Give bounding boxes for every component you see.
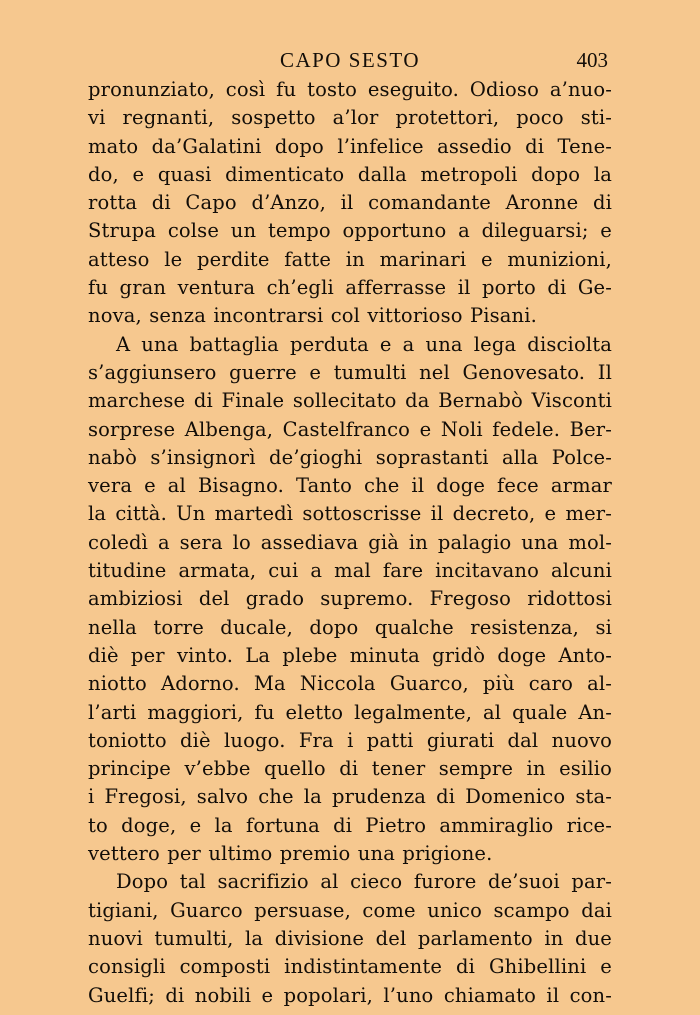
text-line: titudine armata, cui a mal fare incitavano alcuni	[88, 559, 612, 583]
body-text	[88, 76, 612, 1010]
chapter-title: CAPO SESTO	[279, 48, 421, 72]
text-line: s’aggiunsero guerre e tumulti nel Genovesato. Il	[88, 360, 612, 384]
text-line: principe v’ebbe quello di tener sempre in esilio	[88, 757, 612, 781]
text-line: marchese di Finale sollecitato da Bernabò Visconti	[88, 389, 612, 413]
text-line: mato da’Galatini dopo l’infelice assedio di Tene-	[88, 134, 612, 158]
text-line: Guelfi; di nobili e popolari, l’uno chiamato il con-	[88, 983, 612, 1007]
text-line: consigli composti indistintamente di Ghibellini e	[88, 955, 612, 979]
text-line: ambiziosi del grado supremo. Fregoso ridottosi	[88, 587, 612, 611]
running-head	[88, 46, 612, 74]
text-line: Strupa colse un tempo opportuno a dileguarsi; e	[88, 219, 612, 243]
text-line: coledì a sera lo assediava già in palagio una mol-	[88, 530, 612, 554]
text-line: rotta di Capo d’Anzo, il comandante Aronne di	[88, 191, 612, 215]
text-line: atteso le perdite fatte in marinari e munizioni,	[88, 247, 612, 271]
text-line: nella torre ducale, dopo qualche resistenza, si	[88, 615, 612, 639]
text-line: vera e al Bisagno. Tanto che il doge fece armar	[88, 474, 612, 498]
paragraph-end-line: nova, senza incontrarsi col vittorioso Pisani.	[88, 304, 537, 328]
text-line: niotto Adorno. Ma Niccola Guarco, più caro al-	[88, 672, 612, 696]
text-line: diè per vinto. La plebe minuta gridò doge Anto-	[88, 643, 612, 667]
text-line: tigiani, Guarco persuase, come unico scampo dai	[88, 898, 612, 922]
text-line: do, e quasi dimenticato dalla metropoli dopo la	[88, 162, 612, 186]
text-line: l’arti maggiori, fu eletto legalmente, al quale An-	[88, 700, 612, 724]
page-number: 403	[576, 48, 608, 72]
text-line: to doge, e la fortuna di Pietro ammiraglio rice-	[88, 813, 612, 837]
text-line: sorprese Albenga, Castelfranco e Noli fedele. Ber-	[88, 417, 612, 441]
text-line: la città. Un martedì sottoscrisse il decreto, e mer-	[88, 502, 612, 526]
text-line: nuovi tumulti, la divisione del parlamento in due	[88, 926, 612, 950]
paragraph-first-line: A una battaglia perduta e a una lega disciolta	[116, 332, 612, 356]
text-line: pronunziato, così fu tosto eseguito. Odioso a’nuo-	[88, 78, 612, 101]
text-line: toniotto diè luogo. Fra i patti giurati dal nuovo	[88, 728, 612, 752]
paragraph-first-line: Dopo tal sacrifizio al cieco furore de’suoi par-	[116, 870, 612, 894]
paragraph-end-line: vettero per ultimo premio una prigione.	[88, 842, 493, 866]
text-line: fu gran ventura ch’egli afferrasse il porto di Ge-	[88, 276, 612, 300]
text-line: nabò s’insignorì de’gioghi soprastanti alla Polce-	[88, 445, 612, 469]
text-line: vi regnanti, sospetto a’lor protettori, poco sti-	[88, 106, 612, 130]
text-line: i Fregosi, salvo che la prudenza di Domenico sta-	[88, 785, 612, 809]
